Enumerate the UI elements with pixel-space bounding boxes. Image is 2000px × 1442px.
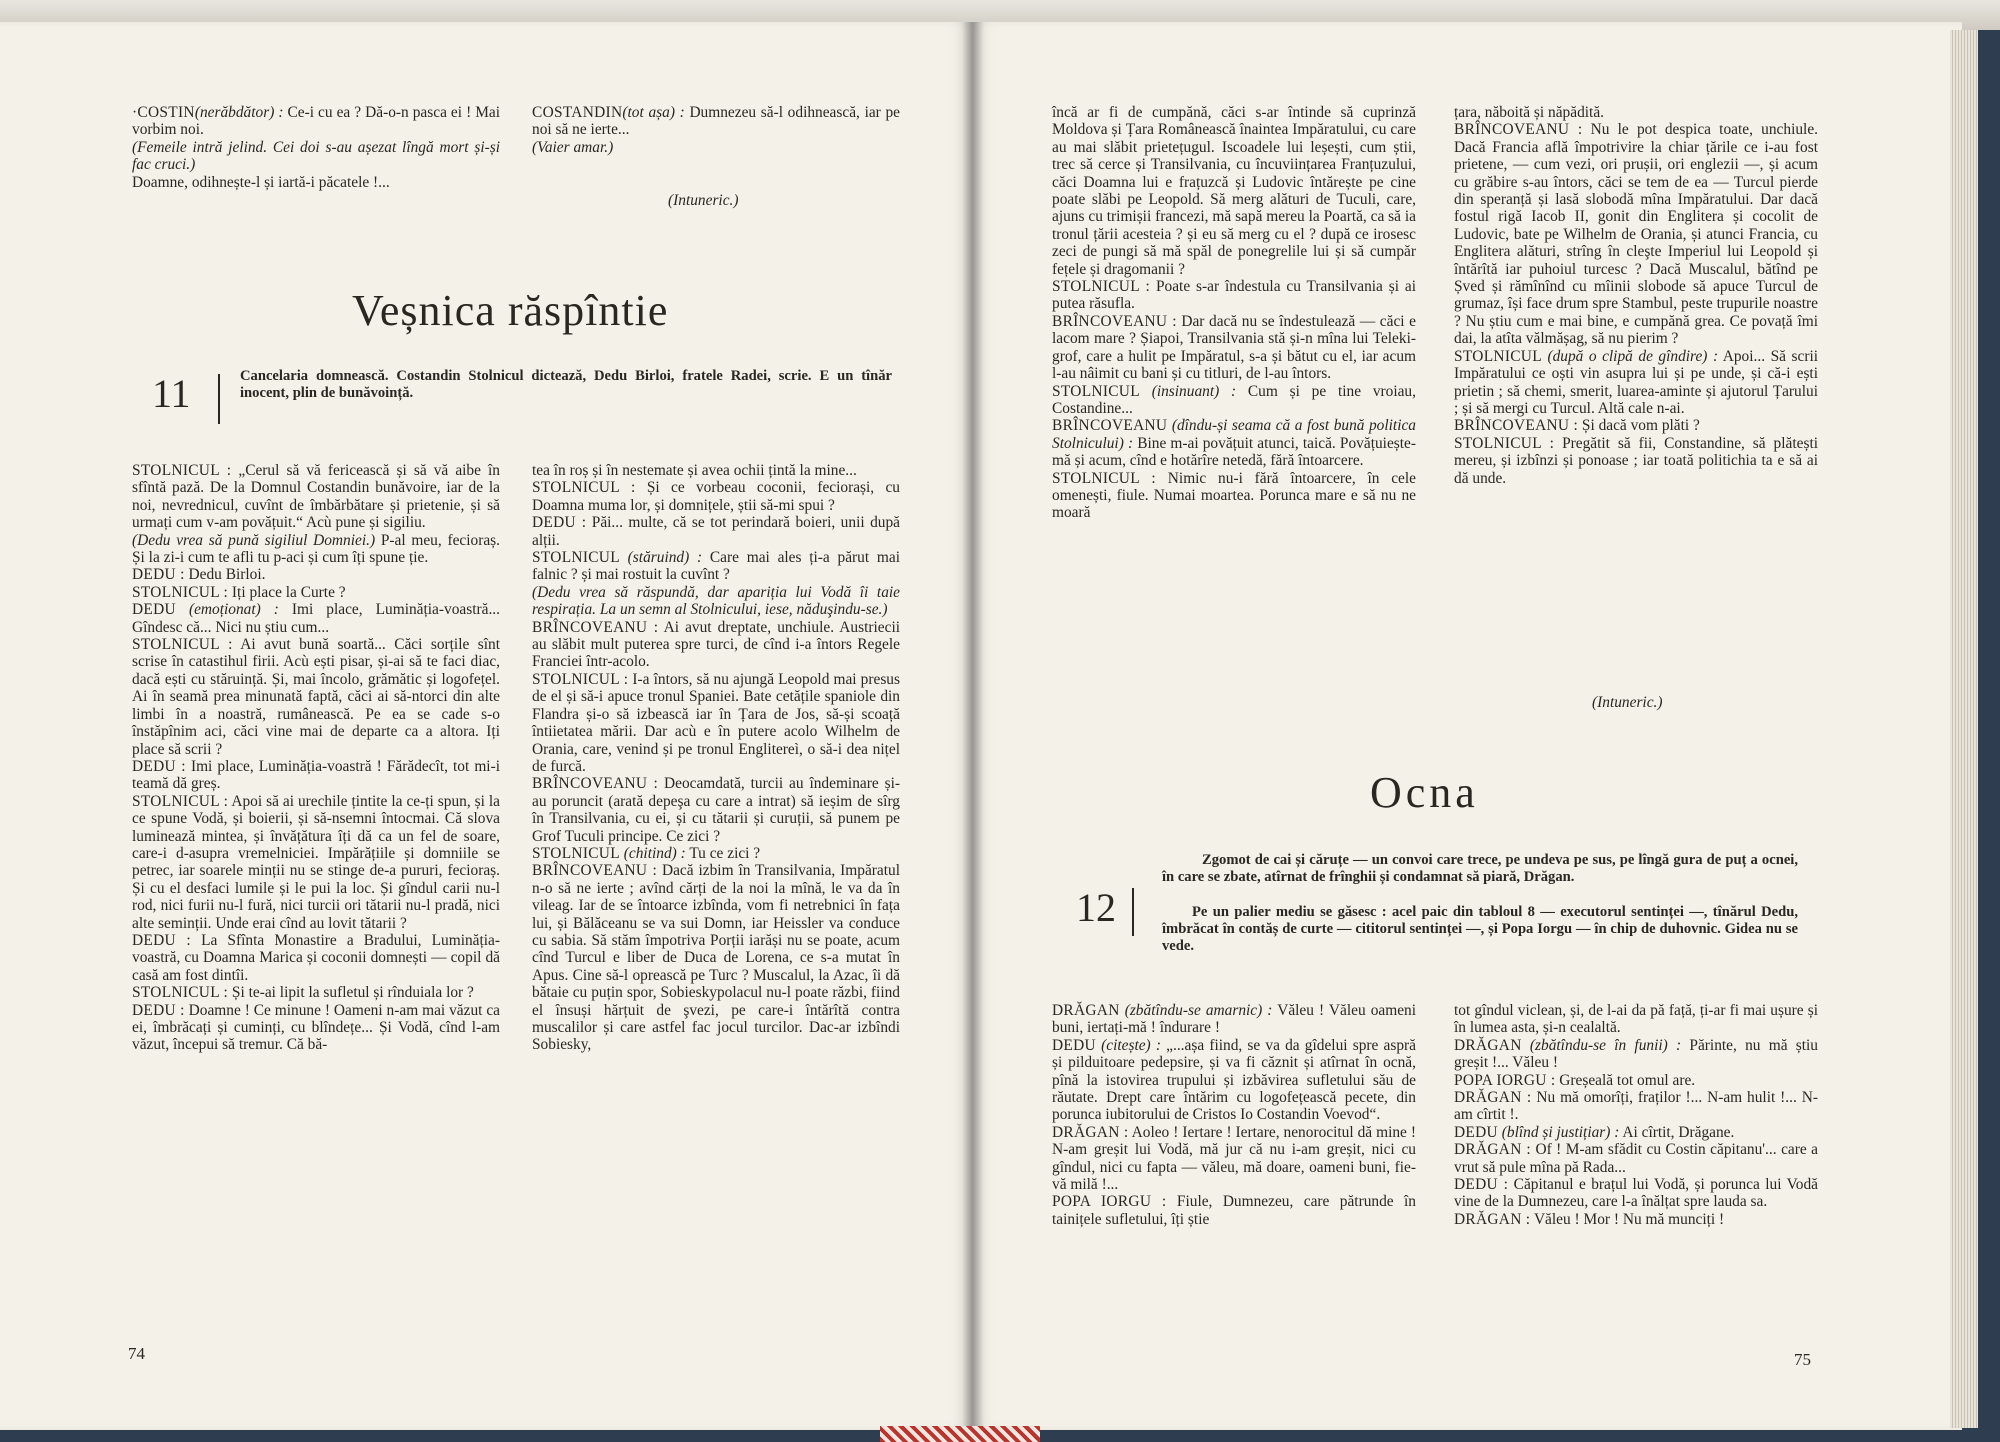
- speaker-name: DEDU :: [532, 514, 587, 532]
- dialogue-text: Părinte, nu mă știu greșit !... Văleu !: [1454, 1036, 1819, 1072]
- right-column-4: [1454, 1002, 1818, 1228]
- stage-direction: (insinuant) :: [1139, 382, 1237, 400]
- dialogue-text: Deocamdată, turcii au îndeminare și-au poruncit (arată depeşa cu care a intrat) să ieșim de sîrg în Transilvania, cu ei, și cu tătarii și curuții, să punem pe Grof Tuculi principe. Ce zici ?: [532, 775, 900, 845]
- scene-title: Ocna: [1370, 768, 1479, 817]
- page-edges: [1950, 30, 1978, 1428]
- speaker-name: BRÎNCOVEANU: [1052, 417, 1168, 435]
- dialogue-text: Cum și pe tine vroiau, Costandine...: [1052, 382, 1416, 417]
- dialogue-line: [532, 139, 900, 156]
- dialogue-text: încă ar fi de cumpănă, căci s-ar întinde să cuprinză Moldova și Țara Românească înaintea Impăratului, cu care au mai slăbit prietețugul. Iscoadele lui leșești, cum știi, trec să cerce și Transilvania, cu încuviințarea Franțuzului, căci Doamna lui e frațuzcă și Ludovic întărește pe cine poate slăbi pe Leopold. Să merg alături de Tuculi, care, ajuns cu trimișii francezi, mă sapă mereu la Poartă, ca să ia tronul țării acesteia ? și eu să merg cu el ? după ce irosesc zeci de pungi să mă spăl de ponegrelile lui și să cumpăr fețele și dragomanii ?: [1052, 104, 1416, 278]
- page-number: 74: [128, 1344, 145, 1363]
- scene-divider: [1132, 888, 1134, 936]
- dialogue-line: [1454, 1002, 1818, 1037]
- speaker-name: STOLNICUL :: [1052, 278, 1151, 296]
- speaker-name: COSTANDIN: [532, 104, 623, 121]
- speaker-name: STOLNICUL: [1052, 382, 1140, 400]
- speaker-name: DEDU: [1052, 1036, 1096, 1054]
- speaker-name: STOLNICUL: [532, 549, 620, 567]
- speaker-name: POPA IORGU :: [1454, 1071, 1556, 1089]
- dialogue-line: [532, 104, 900, 139]
- dialogue-text: Tu ce zici ?: [685, 844, 761, 862]
- binding-thread: [880, 1426, 1040, 1442]
- dialogue-text: I-a întors, să nu ajungă Leopold mai presus de el și să-i apuce tronul Spaniei. Bate cetățile spaniole din Flandra și-o să izbească iar în Țara de Jos, să-și scoață întiietatea mării. Dar acù e în putere acolo Wilhelm de Orania, care, venind și pe tronul Englitereì, o să-i dea nițel de furcă.: [532, 670, 900, 775]
- speaker-name: STOLNICUL :: [132, 984, 229, 1002]
- dialogue-line: [1052, 104, 1416, 278]
- speaker-name: DRĂGAN :: [1454, 1141, 1531, 1159]
- stage-direction: (blînd și justițiar) :: [1497, 1123, 1620, 1141]
- stage-direction: (după o clipă de gîndire) :: [1541, 347, 1719, 365]
- dialogue-text: La Sfînta Monastire a Bradului, Luminăția-voastră, cu Doamna Marica și coconii domnești — copil dă casă am fost dintîi.: [132, 931, 501, 984]
- dialogue-line: [1454, 1089, 1818, 1124]
- stage-direction-darkness: (Intuneric.): [668, 192, 739, 209]
- dialogue-text: tea în roș și în nestemate și avea ochii țintă la mine...: [532, 462, 857, 479]
- speaker-name: STOLNICUL :: [132, 792, 229, 810]
- speaker-name: DRĂGAN: [1052, 1002, 1120, 1019]
- speaker-name: BRÎNCOVEANU :: [532, 775, 659, 793]
- dialogue-line: [132, 104, 500, 139]
- speaker-name: STOLNICUL :: [532, 479, 636, 497]
- stage-direction-darkness: (Intuneric.): [1592, 694, 1663, 711]
- right-column-3: [1052, 1002, 1416, 1228]
- dialogue-text: „...așa fiind, se va da gîdelui spre aspră și pilduitoare pedepsire, și va fi căznit și atîrnat în ocnă, pînă la istovirea trupului și izbăvirea sufletului său de răutate. Drept care întărim cu logofețească pecete, din porunca iubitorului de Cristos Io Costandin Voevod“.: [1052, 1036, 1416, 1124]
- speaker-name: DRĂGAN :: [1052, 1123, 1129, 1141]
- speaker-name: DRĂGAN :: [1454, 1210, 1531, 1228]
- speaker-name: DRĂGAN :: [1454, 1089, 1532, 1107]
- dialogue-text: Și te-ai lipit la sufletul și rînduiala lor ?: [228, 984, 474, 1002]
- scene-number: 11: [152, 371, 191, 416]
- dialogue-line: [532, 619, 900, 671]
- dialogue-line: [1454, 348, 1818, 418]
- dialogue-text: Și ce vorbeau coconii, feciorași, cu Doamna muma lor, și domnițele, știi să-mi spui ?: [532, 479, 901, 514]
- dialogue-line: [132, 1002, 500, 1054]
- dialogue-text: Ai cîrtit, Drăgane.: [1619, 1123, 1735, 1141]
- dialogue-line: [532, 514, 900, 549]
- dialogue-line: [532, 479, 900, 514]
- scene-description-1: Zgomot de cai și căruțe — un convoi care trece, pe undeva pe sus, pe lîngă gura de puț a ocnei, în care se zbate, atîrnat de frînghii și condamnat să piară, Drăgan.: [1162, 852, 1798, 885]
- dialogue-text: Doamne ! Ce minune ! Oameni n-am mai văzut ca ei, îmbrăcați și cuminți, cu blîndețe... Și Vodă, cînd l-am văzut, începui să tremur. Că bă-: [132, 1001, 500, 1054]
- dialogue-line: [1454, 1072, 1818, 1089]
- dialogue-text: Dedu Birloi.: [184, 566, 266, 584]
- dialogue-line: [1052, 383, 1416, 418]
- dialogue-text: țara, năboită și năpădită.: [1454, 104, 1604, 121]
- dialogue-text: Imi place, Luminăția-voastră ! Fărădecît, tot mi-i teamă dă greș.: [132, 757, 500, 793]
- dialogue-text: Văleu ! Mor ! Nu mă munciți !: [1530, 1210, 1725, 1228]
- scene-title: Veșnica răspîntie: [352, 286, 669, 335]
- scene-divider: [218, 374, 220, 424]
- speaker-name: STOLNICUL :: [132, 583, 229, 601]
- scene-description-2: Pe un palier mediu se găsesc : acel paic din tabloul 8 — executorul sentinței —, tînărul Dedu, îmbrăcat în contăș de curte — cititorul sentinței —, și Popa Iorgu — în chip de duhovnic. Gidea nu se vede.: [1162, 904, 1798, 954]
- speaker-name: DEDU: [1454, 1123, 1498, 1141]
- dialogue-line: [1052, 417, 1416, 469]
- dialogue-line: [1052, 313, 1416, 383]
- dialogue-text: Nu mă omorîți, fraților !... N-am hulit !... N-am cîrtit !.: [1454, 1089, 1818, 1124]
- book-spine: [962, 22, 984, 1430]
- dialogue-line: [532, 462, 900, 479]
- dialogue-line: [1454, 417, 1818, 434]
- speaker-name: STOLNICUL :: [132, 462, 232, 479]
- dialogue-line: [132, 984, 500, 1001]
- dialogue-line: [1454, 1037, 1818, 1072]
- dialogue-line: [1052, 1193, 1416, 1228]
- dialogue-line: [532, 584, 900, 619]
- left-top-column-2: [532, 104, 900, 156]
- speaker-name: DEDU :: [1454, 1176, 1509, 1194]
- dialogue-text: Fiule, Dumnezeu, care pătrunde în tainițele sufletului, îți știe: [1052, 1193, 1416, 1228]
- stage-direction: (stăruind) :: [619, 549, 703, 567]
- speaker-name: DEDU :: [132, 757, 186, 775]
- dialogue-text: Apoi... Să scrii Impăratului ce oști vin asupra lui și pe unde, și că-i ești prietin ; să chemi, smerit, luarea-aminte și ajutorul Țarului ; și să mergi cu Turcul. Altă cale n-ai.: [1454, 347, 1818, 417]
- dialogue-line: [1454, 121, 1818, 347]
- dialogue-text: Nu le pot despica toate, unchiule. Dacă Francia află împotrivire la chiar țările ce i-au fost prietene, — cum vezi, ori prușii, ori englezii —, și acum cu grăbire s-au întors, căci se tem de ea — Turcul pierde din speranță și lasă slobodă mîna Impăratului. Dar dacă fostul rigă Iacob II, gonit din Englitera și cocolit de Ludovic, bate pe Wilhelm de Orania, și atunci Francia, cu Englitera alături, strîng în cleşte Imperiul lui Leopold și întărîtă iar puhoiul turcesc ? Dacă Muscalul, bătînd pe Șved și rămînînd cu mîinii slobode să apuce Turcul de grumaz, își face drum spre Stambul, peste trupurile noastre ? Nu știu cum e mai bine, e cumpănă grea. Ce povață îmi dai, la atîta vălmășag, să nu pierim ?: [1454, 121, 1818, 348]
- dialogue-line: [132, 758, 500, 793]
- left-page: [0, 22, 972, 1430]
- speaker-name: DEDU :: [132, 566, 185, 584]
- stage-direction: (emoționat) :: [175, 601, 279, 619]
- dialogue-line: [1454, 435, 1818, 487]
- dialogue-text: „Cerul să vă fericească și să vă aibe în sfîntă pază. De la Domnul Costandin bunăvoire, iar de la noi, nevrednicul, cuvînt de îmbărbătare și prietenie, și să urmați cum v-am povățuit.“ Acù pune și sigiliu.: [132, 462, 500, 532]
- dialogue-line: [132, 532, 500, 567]
- dialogue-text: Imi place, Luminăția-voastră... Gîndesc că... Nici nu știu cum...: [132, 601, 500, 636]
- right-page: [972, 22, 1962, 1430]
- dialogue-line: [132, 584, 500, 601]
- dialogue-line: [132, 601, 500, 636]
- stage-direction: (dîndu-și seama că a fost bună politica Stolnicului) :: [1052, 417, 1416, 452]
- stage-direction: (tot așa) :: [622, 104, 685, 121]
- dialogue-line: [132, 174, 500, 191]
- dialogue-text: Apoi să ai urechile țintite la ce-ți spun, și la ce spune Vodă, și boierii, și să-nsemni întocmai. Că slova luminează mintea, și învățătura îți dă ca un fel de soare, care-i d-asupra vremelniciei. Impărățiile și domniile se petrec, iar soarele minții nu se stinge de-a pururi, fecioraș. Și cu el desfaci lumile și le pui la loc. Și gîndul carii nu-l rod, nici furii nu-l fură, nici turcii ori tătarii nu-l pradă, nici alte seminții. Unde erai cînd au lovit tătarii ?: [132, 792, 500, 932]
- dialogue-text: Dar dacă nu se îndestulează — căci e lacom mare ? Șiapoi, Transilvania stă și-n mîna lui Teleki-grof, care a hulit pe Impăratul, s-a și bătut cu el, iar acum l-au nâimit cu bani și cu titluri, de l-au întors.: [1052, 312, 1416, 383]
- dialogue-text: Bine m-ai povățuit atunci, taică. Povățuiește-mă și acum, cînd e hotărîre netedă, fără întoarcere.: [1052, 434, 1416, 470]
- dialogue-line: [132, 566, 500, 583]
- stage-direction: (zbătîndu-se în funii) :: [1521, 1036, 1682, 1054]
- dialogue-text: Iți place la Curte ?: [228, 583, 346, 601]
- speaker-name: STOLNICUL :: [132, 636, 233, 654]
- speaker-name: STOLNICUL: [532, 844, 620, 862]
- dialogue-text: Pregătit să fii, Constandine, să plătești mereu, și izbînzi și ponoase ; iar toată politichia ta e să ai dă unde.: [1454, 434, 1818, 487]
- stage-direction: (nerăbdător) :: [194, 104, 284, 121]
- speaker-name: STOLNICUL: [1454, 347, 1542, 365]
- dialogue-text: Care mai ales ți-a părut mai falnic ? și mai rostuit la cuvînt ?: [532, 549, 900, 584]
- speaker-name: BRÎNCOVEANU :: [532, 618, 659, 636]
- dialogue-text: Ai avut dreptate, unchiule. Austriecii au slăbit mult puterea spre turci, de cînd i-a întors Regele Franciei într-acolo.: [532, 618, 900, 671]
- scene-number: 12: [1076, 885, 1116, 930]
- dialogue-text: tot gîndul viclean, și, de l-ai da pă față, ți-ar fi mai ușure și în lumea asta, și-n cealaltă.: [1454, 1002, 1818, 1037]
- dialogue-text: Păi... multe, că se tot perindară boieri, unii după alții.: [532, 514, 901, 549]
- dialogue-line: [1454, 1141, 1818, 1176]
- stage-direction: (chitind) :: [619, 844, 686, 862]
- stage-direction: (citește) :: [1095, 1036, 1161, 1054]
- dialogue-text: Aoleo ! Iertare ! Iertare, nenorocitul dă mine ! N-am greșit lui Vodă, mă jur că nu i-am greșit, nici cu gîndul, nici cu fapta — văleu, mă doare, oameni buni, fie-vă milă !...: [1052, 1123, 1416, 1194]
- speaker-name: DRĂGAN: [1454, 1036, 1522, 1054]
- speaker-name: DEDU :: [132, 1001, 185, 1019]
- right-column-1: [1052, 104, 1416, 522]
- speaker-name: BRÎNCOVEANU :: [1454, 121, 1583, 139]
- dialogue-line: [1454, 104, 1818, 121]
- speaker-name: ·COSTIN: [132, 104, 195, 121]
- speaker-name: DEDU: [132, 601, 176, 619]
- dialogue-text: Ai avut bună soartă... Căci sorțile sînt scrise în catastihul firii. Acù ești pisar, și-ai să te faci diac, dacă ești cu stăruință. Și, mai încolo, grămătic și logofețel. Ai în seamă prea minunată faptă, căci ai să-ntorci din alte limbi în a noastră, rumânească. Pe ea se cade s-o înstăpînim aci, căci vine mai de departe ca a altora. Iți place să scrii ?: [132, 636, 501, 758]
- dialogue-line: [532, 862, 900, 1053]
- dialogue-line: [1052, 1002, 1416, 1037]
- dialogue-line: [532, 549, 900, 584]
- dialogue-line: [132, 636, 500, 758]
- dialogue-line: [1052, 278, 1416, 313]
- scene-description: Cancelaria domnească. Costandin Stolnicul dictează, Dedu Birloi, fratele Radei, scrie. E un tînăr inocent, plin de bunăvoință.: [240, 368, 892, 401]
- left-column-2: [532, 462, 900, 1054]
- dialogue-line: [1454, 1176, 1818, 1211]
- dialogue-line: [1052, 1037, 1416, 1124]
- speaker-name: BRÎNCOVEANU :: [532, 862, 658, 880]
- dialogue-line: [132, 462, 500, 532]
- dialogue-line: [1454, 1211, 1818, 1228]
- right-column-2: [1454, 104, 1818, 487]
- dialogue-line: [532, 671, 900, 775]
- dialogue-text: Dacă izbim în Transilvania, Impăratul n-o să ne ierte ; avînd cărți de la noi la mînă, le va da în vileag. Iar de se întoarce izbînda, vom fi netrebnici în fața lui, și Bălăceanu se va sui Domn, iar Heissler va conduce cu sabia. Să stăm împotriva Porții iarăși nu se poate, acum cînd Turcul e liber de Duca de Lorena, ce s-a mutat în Apus. Cine să-l oprească pe Turc ? Muscalul, la Azac, îi dă bătaie cu puțin spor, Sobieskypolacul nu-l poate răzbi, fiind el însuși hărțuit de şvezi, pe care-i întărîtă contra muscalilor și care astfel fac jocul turcilor. Dac-ar izbîndi Sobiesky,: [532, 862, 900, 1054]
- stage-direction: (Vaier amar.): [532, 138, 614, 156]
- dialogue-line: [1052, 470, 1416, 522]
- dialogue-text: Doamne, odihnește-l și iartă-i păcatele !...: [132, 173, 390, 191]
- dialogue-text: Ce-i cu ea ? Dă-o-n pasca ei ! Mai vorbim noi.: [132, 104, 501, 139]
- speaker-name: DEDU :: [132, 931, 191, 949]
- dialogue-line: [532, 845, 900, 862]
- stage-direction: (Dedu vrea să pună sigiliul Domniei.): [132, 531, 376, 549]
- dialogue-text: Greșeală tot omul are.: [1555, 1071, 1696, 1089]
- stage-direction: (zbătîndu-se amarnic) :: [1119, 1002, 1273, 1019]
- page-number: 75: [1794, 1350, 1811, 1369]
- left-top-column-1: [132, 104, 500, 191]
- dialogue-text: Și dacă vom plăti ?: [1578, 417, 1700, 435]
- speaker-name: STOLNICUL :: [1454, 434, 1555, 452]
- dialogue-line: [1052, 1124, 1416, 1194]
- dialogue-text: Văleu ! Văleu oameni buni, iertați-mă ! îndurare !: [1052, 1002, 1416, 1037]
- dialogue-text: Poate s-ar îndestula cu Transilvania și ai putea răsufla.: [1052, 278, 1416, 313]
- speaker-name: STOLNICUL :: [532, 670, 629, 688]
- dialogue-text: Dumnezeu să-l odihnească, iar pe noi să ne ierte...: [532, 104, 900, 139]
- dialogue-text: Nimic nu-i fără întoarcere, în cele omenești, fiule. Numai moartea. Porunca mare e să nu ne moară: [1052, 469, 1416, 522]
- dialogue-line: [132, 793, 500, 932]
- dialogue-line: [532, 775, 900, 845]
- dialogue-line: [1454, 1124, 1818, 1141]
- stage-direction: (Femeile intră jelind. Cei doi s-au așezat lîngă mort și-și fac cruci.): [132, 138, 500, 174]
- dialogue-line: [132, 139, 500, 174]
- dialogue-text: Of ! M-am sfădit cu Costin căpitanu'... care a vrut să pule mîna pă Rada...: [1454, 1141, 1818, 1176]
- left-column-1: [132, 462, 500, 1054]
- speaker-name: POPA IORGU :: [1052, 1193, 1167, 1211]
- dialogue-text: Căpitanul e brațul lui Vodă, și porunca lui Vodă vine de la Dumnezeu, care l-a înălțat spre lauda sa.: [1454, 1176, 1818, 1211]
- dialogue-line: [132, 932, 500, 984]
- stage-direction: (Dedu vrea să răspundă, dar apariția lui Vodă îi taie respirația. La un semn al Stolnicului, iese, năduşindu-se.): [532, 583, 900, 619]
- dialogue-text: P-al meu, fecioraș. Și la zi-i cum te afli tu p-aci și cum îți spune ție.: [132, 531, 500, 567]
- speaker-name: BRÎNCOVEANU :: [1052, 312, 1177, 330]
- speaker-name: STOLNICUL :: [1052, 469, 1157, 487]
- speaker-name: BRÎNCOVEANU :: [1454, 417, 1579, 435]
